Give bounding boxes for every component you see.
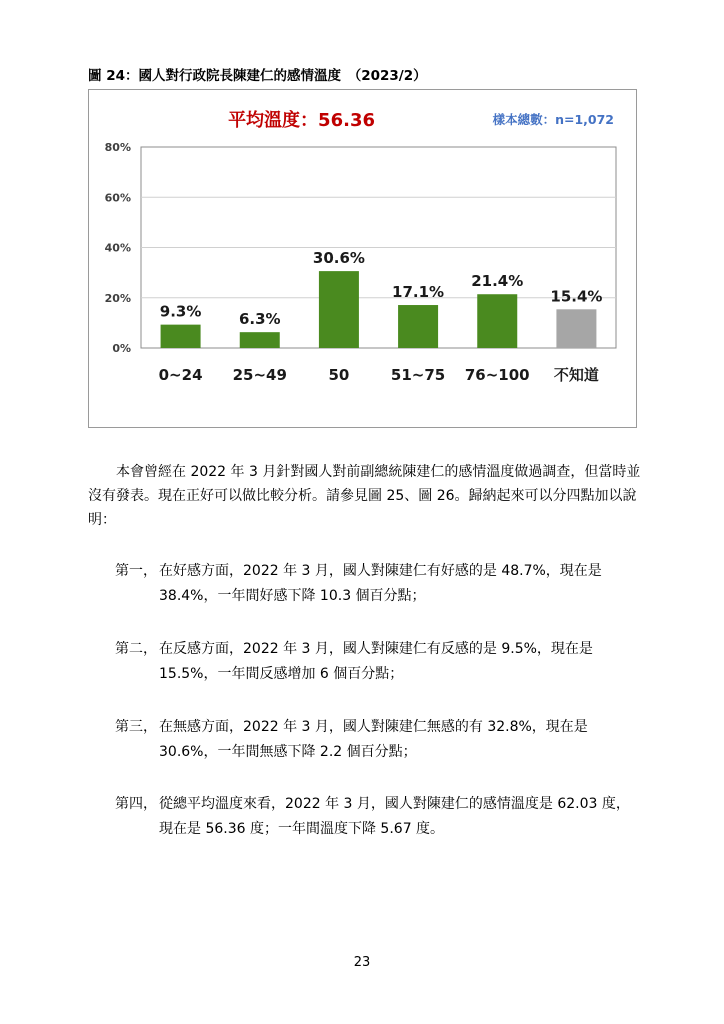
bar [161,325,201,348]
data-label: 15.4% [550,287,603,306]
y-tick-label: 60% [104,191,131,205]
bar [398,305,438,348]
data-label: 9.3% [159,302,202,321]
list-item [115,637,640,687]
list-item-label: 第二， [115,641,157,657]
list-item [115,715,640,765]
data-label: 30.6% [312,249,365,268]
y-tick-label: 20% [104,291,131,305]
x-tick-label: 0~24 [158,366,203,384]
x-tick-label: 50 [328,366,350,384]
list-item [115,559,640,609]
data-label: 21.4% [471,272,524,291]
x-tick-label: 25~49 [232,366,287,384]
bar [477,294,517,348]
bar [319,271,359,348]
list-item-text: 從總平均溫度來看，2022 年 3 月，國人對陳建仁的感情溫度是 62.03 度，現在是 56.36 度；一年間溫度下降 5.67 度。 [159,796,630,837]
data-label: 6.3% [238,310,281,329]
y-tick-label: 40% [104,241,131,255]
x-tick-label: 不知道 [553,366,599,384]
page-number: 23 [353,955,371,970]
list-item-label: 第三， [115,719,157,735]
list-item-label: 第一， [115,563,157,579]
list-item-text: 在無感方面，2022 年 3 月，國人對陳建仁無感的有 32.8%，現在是 30.6%，一年間無感下降 2.2 個百分點； [159,719,588,760]
figure-title: 圖 24：國人對行政院長陳建仁的感情溫度 （2023/2） [88,68,427,84]
bar [556,309,596,348]
x-tick-label: 76~100 [464,366,530,384]
list-item-text: 在好感方面，2022 年 3 月，國人對陳建仁有好感的是 48.7%，現在是 38.4%，一年間好感下降 10.3 個百分點； [159,563,602,604]
intro-paragraph: 本會曾經在 2022 年 3 月針對國人對前副總統陳建仁的感情溫度做過調查，但當時並沒有發表。現在正好可以做比較分析。請參見圖 25、圖 26。歸納起來可以分四點加以說明： [88,464,641,528]
chart-subtitle: 樣本總數：n=1,072 [492,112,614,127]
chart-title: 平均溫度：56.36 [228,110,375,131]
list-item-label: 第四， [115,796,157,812]
data-label: 17.1% [392,283,445,302]
x-tick-label: 51~75 [390,366,446,384]
bar-chart [89,90,636,427]
bar [240,332,280,348]
y-tick-label: 0% [112,342,131,355]
list-item [115,792,640,842]
list-item-text: 在反感方面，2022 年 3 月，國人對陳建仁有反感的是 9.5%，現在是 15.5%，一年間反感增加 6 個百分點； [159,641,593,682]
chart-frame [88,89,637,428]
y-tick-label: 80% [104,141,131,154]
